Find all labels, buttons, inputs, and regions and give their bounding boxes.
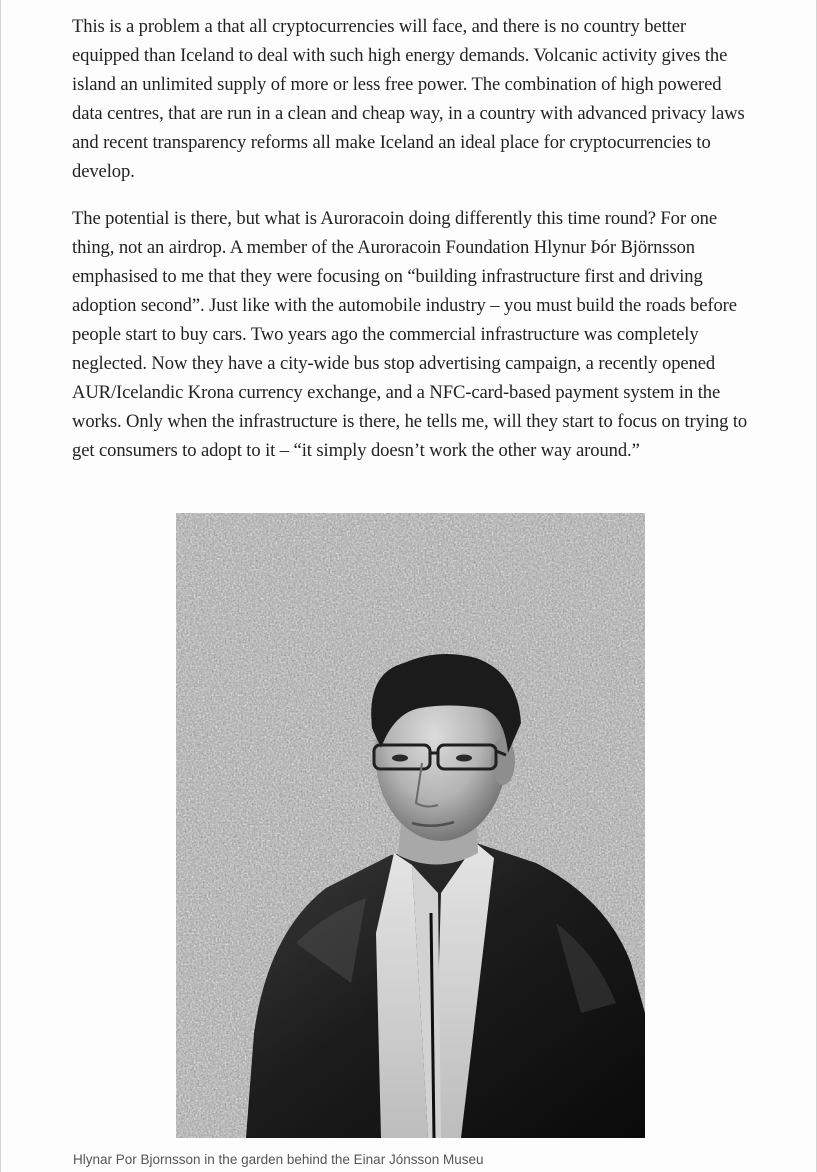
portrait-photo — [176, 513, 645, 1138]
portrait-photo-image — [176, 513, 645, 1138]
article-paragraph-2: The potential is there, but what is Auroracoin doing differently this time round? For one thing, not an airdrop. A member of the Auroracoin Foundation Hlynur Þór Björnsson emphasised to me that they were focusing on “building infrastructure first and driving adoption second”. Just like with the automobile industry – you must build the roads before people start to buy cars. Two years ago the commercial infrastructure was completely neglected. Now they have a city-wide bus stop advertising campaign, a recently opened AUR/Icelandic Krona currency exchange, and a NFC-card-based payment system in the works. Only when the infrastructure is there, he tells me, will they start to focus on trying to get consumers to adopt to it – “it simply doesn’t work the other way around.” — [72, 208, 748, 461]
article-paragraph-1: This is a problem a that all cryptocurrencies will face, and there is no country better equipped than Iceland to deal with such high energy demands. Volcanic activity gives the island an unlimited supply of more or less free power. The combination of high powered data centres, that are run in a clean and cheap way, in a country with advanced privacy laws and recent transparency reforms all make Iceland an ideal place for cryptocurrencies to develop. — [72, 16, 745, 182]
article-body — [72, 12, 748, 483]
photo-caption: Hlynar Por Bjornsson in the garden behind the Einar Jónsson Museu — [73, 1152, 484, 1167]
